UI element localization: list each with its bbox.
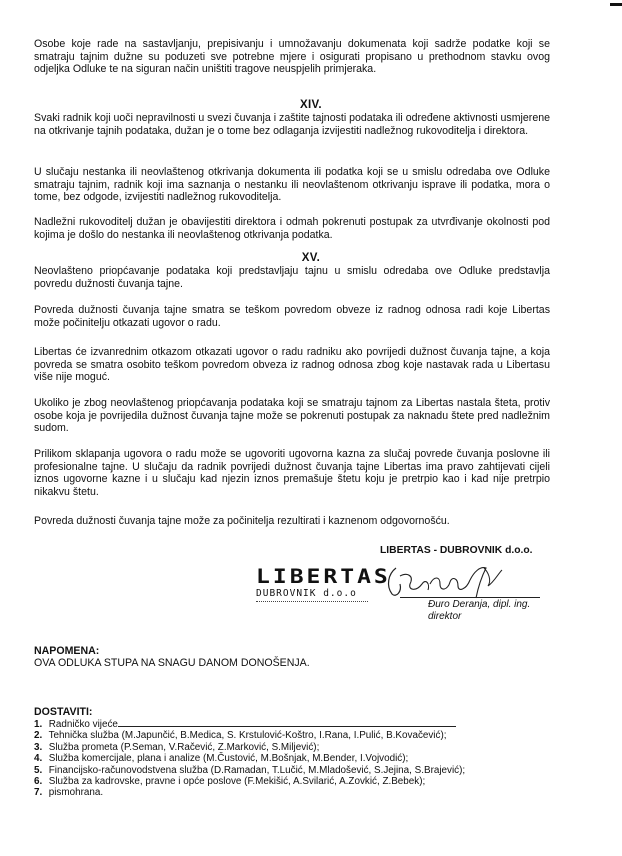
stamp-dotted-line <box>256 601 368 606</box>
company-name: LIBERTAS - DUBROVNIK d.o.o. <box>380 545 533 556</box>
paragraph-extraordinary-dismissal: Libertas će izvanrednim otkazom otkazati ugovor o radu radniku ako povrijedi dužnost čuvanja tajne, a koja povreda se smatra osobito teškom povredom obveza iz radnog odnosa zbog koje nastavak rada u Libertasu više nije moguć. <box>34 346 550 384</box>
list-item: 3. Služba prometa (P.Seman, V.Račević, Z.Marković, S.Miljević); <box>34 741 320 753</box>
paragraph-document-loss: U slučaju nestanka ili neovlaštenog otkrivanja dokumenta ili podatka koji se u smislu odredaba ove Odluke smatraju tajnim, radnik koji ima saznanja o nestanku ili neovlaštenom otkrivanju isprave ili podatka, mora o tome, bez odgode, izvijestiti nadležnog rukovoditelja. <box>34 166 550 204</box>
handwritten-signature <box>378 562 508 602</box>
section-heading-xiv: XIV. <box>300 99 322 111</box>
paragraph-serious-breach: Povreda dužnosti čuvanja tajne smatra se teškom povredom obveze iz radnog odnosa radi koje Libertas može počinitelju otkazati ugovor o radu. <box>34 304 550 329</box>
fill-in-line <box>118 718 456 727</box>
list-item: 1. Radničko vijeće <box>34 718 465 730</box>
signature-line <box>400 597 540 598</box>
paragraph-manager-duty: Nadležni rukovoditelj dužan je obavijestiti direktora i odmah pokrenuti postupak za utvrđivanje okolnosti pod kojima je došlo do nestanka ili neovlaštenog otkrivanja podatka. <box>34 216 550 241</box>
list-item: 4. Služba komercijale, plana i analize (M.Čustović, M.Bošnjak, M.Bender, I.Vojvodić); <box>34 753 409 765</box>
distribution-list <box>34 718 465 799</box>
signatory-title: direktor <box>428 610 462 622</box>
section-heading-xv: XV. <box>301 252 321 264</box>
stamp-subtitle: DUBROVNIK d.o.o <box>256 588 357 599</box>
paragraph-damages: Ukoliko je zbog neovlaštenog priopćavanja podataka koji se smatraju tajnom za Libertas nastala šteta, protiv osobe koja je povrijedila dužnost čuvanja tajne može se pokrenuti postupak za naknadu štete pred nadležnim sudom. <box>34 397 550 435</box>
signatory-block <box>428 599 530 622</box>
paragraph-copying-duties: Osobe koje rade na sastavljanju, prepisivanju i umnožavanju dokumenata koji sadrže podatke koji se smatraju tajnim dužne su poduzeti sve potrebne mjere i osigurati propisano u prethodnom stavku ovog odjeljka Odluke te na siguran način uništiti tragove neuspjelih primjeraka. <box>34 38 550 76</box>
list-item: 2. Tehnička služba (M.Japunčić, B.Medica, S. Krstulović-Koštro, I.Rana, I.Pulić, B.Kovačević); <box>34 730 447 742</box>
distribution-label: DOSTAVITI: <box>34 706 93 718</box>
note-label: NAPOMENA: <box>34 645 100 657</box>
stamp-logo-text: LIBERTAS <box>256 566 391 589</box>
list-item: 6. Služba za kadrovske, pravne i opće poslove (F.Mekišić, A.Svilarić, A.Zovkić, Z.Bebek); <box>34 776 426 788</box>
paragraph-criminal-liability: Povreda dužnosti čuvanja tajne može za počinitelja rezultirati i kaznenom odgovornošću. <box>34 515 450 527</box>
list-item: 5. Financijsko-računovodstvena služba (D.Ramadan, T.Lučić, M.Mladošević, S.Jejina, S.Brajević); <box>34 764 466 776</box>
signatory-name: Đuro Deranja, dipl. ing. <box>428 599 531 610</box>
paragraph-report-irregularities: Svaki radnik koji uoči nepravilnosti u svezi čuvanja i zaštite tajnosti podataka ili određene aktivnosti usmjerene na otkrivanje tajnih podataka, dužan je o tome bez odlaganja izvijestiti nadležnog rukovoditelja i direktora. <box>34 112 550 137</box>
scan-edge-mark <box>610 3 622 6</box>
note-text: OVA ODLUKA STUPA NA SNAGU DANOM DONOŠENJA. <box>34 657 310 669</box>
list-item: 7. pismohrana. <box>34 787 104 799</box>
paragraph-contractual-penalty: Prilikom sklapanja ugovora o radu može se ugovoriti ugovorna kazna za slučaj povrede čuvanja poslovne ili profesionalne tajne. U slučaju da radnik povrijedi dužnost čuvanja tajne Libertas ima pravo zahtijevati cijeli iznos ugovorne kazne i u slučaju kad njezin iznos premašuje štetu koju je pretrpio kao i kad nije pretrpio nikakvu štetu. <box>34 448 550 498</box>
paragraph-unauthorized-disclosure: Neovlašteno priopćavanje podataka koji predstavljaju tajnu u smislu odredaba ove Odluke predstavlja povredu dužnosti čuvanja tajne. <box>34 265 550 290</box>
company-stamp <box>256 566 391 606</box>
